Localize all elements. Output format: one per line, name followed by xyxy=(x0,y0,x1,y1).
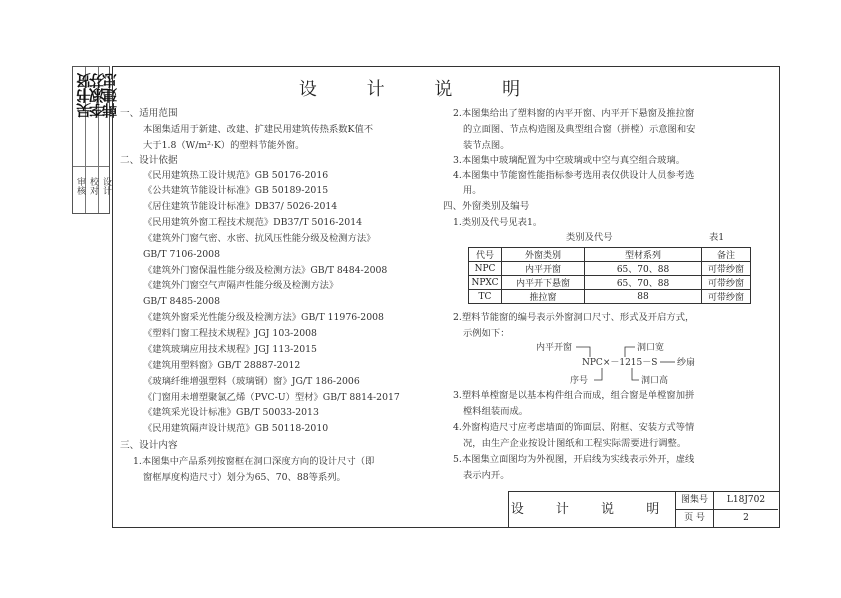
item-4-line-2: 用。 xyxy=(463,185,482,196)
signature-2: 李淑芬 xyxy=(88,73,106,118)
page-number: 2 xyxy=(743,513,749,523)
table-number: 表1 xyxy=(709,232,725,243)
role-label-check: 校对 xyxy=(88,177,98,195)
table-row xyxy=(469,290,751,304)
code-label-seq: 序号 xyxy=(570,376,589,386)
table-cell: NPC xyxy=(469,262,502,276)
section-4-item-1: 1.类别及代号见表1。 xyxy=(453,217,543,228)
category-table xyxy=(468,247,751,304)
reference-item: GB/T 7106-2008 xyxy=(143,249,221,260)
role-label-review: 审核 xyxy=(75,177,85,195)
reference-item: GB/T 8485-2008 xyxy=(143,296,221,307)
table-row xyxy=(469,262,751,276)
code-label-height: 洞口高 xyxy=(641,376,669,386)
item-n3-line-1: 3.塑料单樘窗是以基本构件组合而成，组合窗是单樘窗加拼 xyxy=(453,390,695,401)
table-row xyxy=(469,276,751,290)
signature-3: 韩建忠 xyxy=(101,73,119,118)
reference-item: 《建筑外门窗气密、水密、抗风压性能分级及检测方法》 xyxy=(143,233,376,244)
code-label-width: 洞口宽 xyxy=(637,343,665,353)
item-n5-line-2: 表示内开。 xyxy=(463,470,510,481)
reference-item: 《建筑采光设计标准》GB/T 50033-2013 xyxy=(143,407,319,418)
section-1-text-2: 大于1.8（W/m²·K）的塑料节能外窗。 xyxy=(143,140,305,151)
reference-item: 《建筑外门窗空气声隔声性能分级及检测方法》 xyxy=(143,280,339,291)
table-cell: 可带纱窗 xyxy=(702,276,751,290)
item-3-line: 3.本图集中玻璃配置为中空玻璃或中空与真空组合玻璃。 xyxy=(453,155,685,166)
page-title: 设 计 说 明 xyxy=(298,79,543,100)
atlas-number-label: 图集号 xyxy=(676,492,714,510)
title-block-name: 设 计 说 明 xyxy=(509,492,676,528)
signature-1: 吴书贤 xyxy=(75,73,93,118)
code-label-screen: 纱扇 xyxy=(677,358,696,368)
section-3-text-1: 1.本图集中产品系列按窗框在洞口深度方向的设计尺寸（即 xyxy=(133,456,375,467)
reference-item: 《建筑外窗采光性能分级及检测方法》GB/T 11976-2008 xyxy=(143,312,384,323)
atlas-number: L18J702 xyxy=(714,492,778,510)
reference-item: 《门窗用未增塑聚氯乙烯（PVC-U）型材》GB/T 8814-2017 xyxy=(143,392,400,403)
code-example-diagram xyxy=(520,340,720,390)
reference-item: 《塑料门窗工程技术规程》JGJ 103-2008 xyxy=(143,328,317,339)
item-4-line-1: 4.本图集中节能窗性能指标参考选用表仅供设计人员参考选 xyxy=(453,170,695,181)
numbering-line-1: 2.塑料节能窗的编号表示外窗洞口尺寸、形式及开启方式， xyxy=(453,312,695,323)
numbering-line-2: 示例如下： xyxy=(463,328,510,339)
reference-item: 《民用建筑热工设计规范》GB 50176-2016 xyxy=(143,170,329,181)
reference-item: 《玻璃纤维增强塑料（玻璃钢）窗》JG/T 186-2006 xyxy=(143,376,360,387)
table-caption: 类别及代号 xyxy=(566,232,613,243)
code-text: NPC×－1215－S xyxy=(582,358,658,368)
table-header-row xyxy=(469,248,751,262)
item-n4-line-1: 4.外窗构造尺寸应考虑墙面的饰面层、附框、安装方式等情 xyxy=(453,422,695,433)
reference-item: 《建筑玻璃应用技术规程》JGJ 113-2015 xyxy=(143,344,317,355)
item-n4-line-2: 况，由生产企业按设计图纸和工程实际需要进行调整。 xyxy=(463,438,687,449)
page-number-label: 页 号 xyxy=(676,510,714,528)
section-4-title: 四、外窗类别及编号 xyxy=(443,201,530,212)
section-3-title: 三、设计内容 xyxy=(120,440,178,451)
reference-item: 《建筑用塑料窗》GB/T 28887-2012 xyxy=(143,360,301,371)
reference-item: 《建筑外门窗保温性能分级及检测方法》GB/T 8484-2008 xyxy=(143,265,388,276)
table-header: 代号 xyxy=(469,248,502,262)
item-2-line-1: 2.本图集给出了塑料窗的内平开窗、内平开下悬窗及推拉窗 xyxy=(453,108,695,119)
reference-item: 《民用建筑外窗工程技术规范》DB37/T 5016-2014 xyxy=(143,217,363,228)
item-2-line-2: 的立面图、节点构造图及典型组合窗（拼樘）示意图和安 xyxy=(463,124,696,135)
table-cell: 推拉窗 xyxy=(502,290,585,304)
table-cell: 65、70、88 xyxy=(585,276,702,290)
table-cell: 可带纱窗 xyxy=(702,262,751,276)
section-1-title: 一、适用范围 xyxy=(120,108,178,119)
section-2-title: 二、设计依据 xyxy=(120,155,178,166)
table-cell: TC xyxy=(469,290,502,304)
table-cell: 65、70、88 xyxy=(585,262,702,276)
reference-item: 《居住建筑节能设计标准》DB37/ 5026-2014 xyxy=(143,201,338,212)
code-label-type: 内平开窗 xyxy=(536,343,573,353)
table-cell: 可带纱窗 xyxy=(702,290,751,304)
item-n5-line-1: 5.本图集立面图均为外视图，开启线为实线表示外开，虚线 xyxy=(453,454,695,465)
table-cell: 内平开窗 xyxy=(502,262,585,276)
table-cell: 88 xyxy=(585,290,702,304)
table-cell: NPXC xyxy=(469,276,502,290)
role-label-design: 设计 xyxy=(101,177,111,195)
table-header: 外窗类别 xyxy=(502,248,585,262)
table-cell: 内平开下悬窗 xyxy=(502,276,585,290)
title-block xyxy=(508,491,780,528)
reference-item: 《公共建筑节能设计标准》GB 50189-2015 xyxy=(143,185,329,196)
section-1-text-1: 本图集适用于新建、改建、扩建民用建筑传热系数K值不 xyxy=(143,124,374,135)
reference-item: 《民用建筑隔声设计规范》GB 50118-2010 xyxy=(143,423,329,434)
table-header: 型材系列 xyxy=(585,248,702,262)
item-n3-line-2: 樘料组装而成。 xyxy=(463,406,529,417)
table-header: 备注 xyxy=(702,248,751,262)
item-2-line-3: 装节点图。 xyxy=(463,140,510,151)
section-3-text-2: 窗框厚度构造尺寸）划分为65、70、88等系列。 xyxy=(143,472,346,483)
